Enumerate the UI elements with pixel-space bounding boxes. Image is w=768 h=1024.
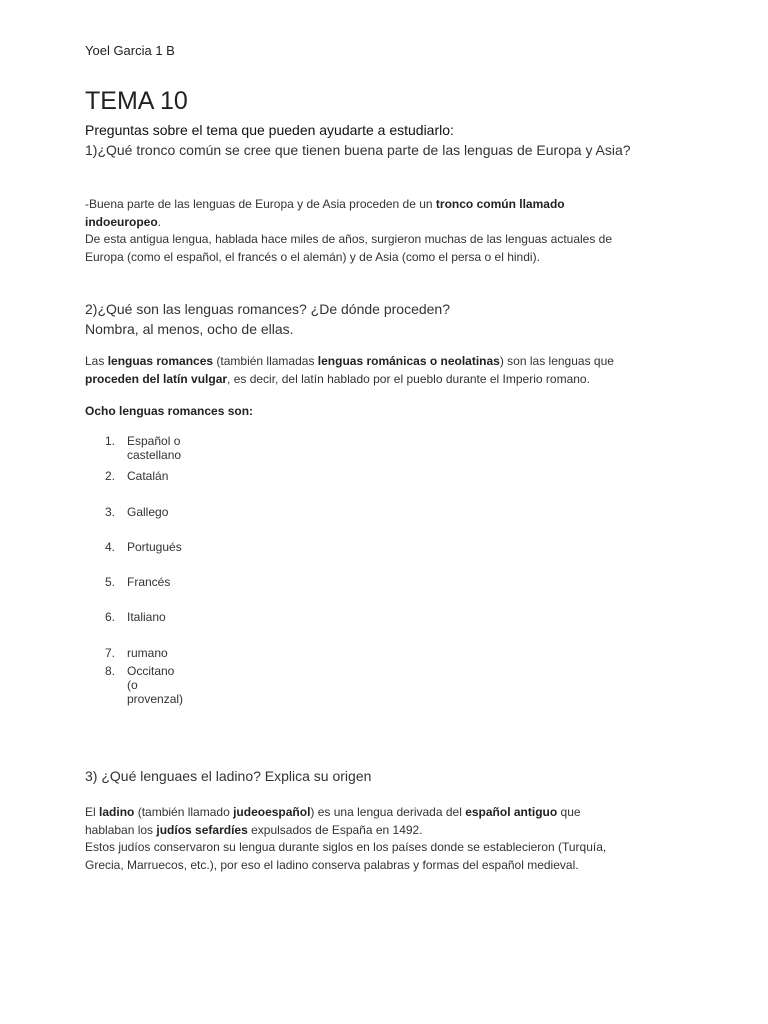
list-item-label: Francés xyxy=(127,575,171,589)
question-2-line-2: Nombra, al menos, ocho de ellas. xyxy=(85,321,294,337)
question-1: 1)¿Qué tronco común se cree que tienen buena parte de las lenguas de Europa y Asia? xyxy=(85,142,631,158)
answer-2-text: , es decir, del latín hablado por el pueblo durante el Imperio romano. xyxy=(227,371,590,386)
answer-3-bold: ladino xyxy=(99,805,135,819)
list-item-label: Occitano (o provenzal) xyxy=(127,664,184,706)
list-item-label: Gallego xyxy=(127,505,169,519)
answer-3-text: El xyxy=(85,805,100,819)
list-item xyxy=(85,664,183,706)
answer-3-bold: judíos sefardíes xyxy=(156,822,248,837)
list-item-number: 4. xyxy=(105,540,116,554)
list-item-label: Portugués xyxy=(127,540,182,554)
answer-2-text: Las xyxy=(85,354,108,368)
list-item xyxy=(85,575,170,589)
list-item-number: 6. xyxy=(105,610,116,624)
answer-1-text: -Buena parte de las lenguas de Europa y de Asia proceden de un xyxy=(85,197,436,211)
list-item-number: 2. xyxy=(105,469,116,483)
answer-3-bold: judeoespañol xyxy=(233,805,311,819)
list-item xyxy=(85,610,166,624)
answer-2-bold: proceden del latín vulgar xyxy=(85,371,228,386)
list-item xyxy=(85,540,182,554)
author-line: Yoel Garcia 1 B xyxy=(85,43,175,58)
list-item-number: 1. xyxy=(105,434,116,448)
answer-3-text: expulsados de España en 1492. xyxy=(247,822,423,837)
question-3: 3) ¿Qué lenguaes el ladino? Explica su origen xyxy=(85,768,372,784)
list-item-label: Español o castellano xyxy=(127,434,182,462)
answer-1-bold: tronco común llamado indoeuropeo xyxy=(85,197,565,229)
list-item-label: rumano xyxy=(127,646,168,660)
list-item-label: Catalán xyxy=(127,469,169,483)
answer-3-bold: español antiguo xyxy=(465,805,558,819)
answer-3-text: que hablaban los xyxy=(85,805,581,837)
list-heading xyxy=(85,403,625,421)
list-item-label: Italiano xyxy=(127,610,166,624)
list-item-number: 3. xyxy=(105,505,116,519)
answer-3-text: (también llamado xyxy=(134,805,234,819)
list-heading-text: Ocho lenguas romances son: xyxy=(85,404,254,418)
question-2 xyxy=(85,299,645,339)
list-item xyxy=(85,646,168,660)
list-item-number: 8. xyxy=(105,664,116,678)
answer-1-paragraph-1 xyxy=(85,196,625,231)
list-item-number: 5. xyxy=(105,575,116,589)
list-item-number: 7. xyxy=(105,646,116,660)
question-2-line-1: 2)¿Qué son las lenguas romances? ¿De dónde proceden? xyxy=(85,301,450,317)
answer-2-bold: lenguas romances xyxy=(107,354,214,368)
answer-2-text: ) son las lenguas que xyxy=(499,354,614,368)
subtitle: Preguntas sobre el tema que pueden ayudarte a estudiarlo: xyxy=(85,122,454,138)
list-item xyxy=(85,505,168,519)
answer-3-paragraph-2: Estos judíos conservaron su lengua durante siglos en los países donde se establecieron (Turquía, Grecia, Marruecos, etc.), por eso el ladino conserva palabras y formas del español medieval. xyxy=(85,840,607,872)
page-title: TEMA 10 xyxy=(85,87,188,115)
answer-2-bold: lenguas románicas o neolatinas xyxy=(317,354,500,368)
answer-3-text: ) es una lengua derivada del xyxy=(310,805,466,819)
answer-1-paragraph-2: De esta antigua lengua, hablada hace miles de años, surgieron muchas de las lenguas actuales de Europa (como el español, el francés o el alemán) y de Asia (como el persa o el hindi). xyxy=(85,232,613,264)
answer-1-text: . xyxy=(157,214,162,229)
list-item xyxy=(85,434,181,462)
answer-2-paragraph xyxy=(85,353,625,388)
list-item xyxy=(85,469,168,483)
answer-3-paragraph-1 xyxy=(85,804,625,839)
answer-2-text: (también llamadas xyxy=(213,354,318,368)
